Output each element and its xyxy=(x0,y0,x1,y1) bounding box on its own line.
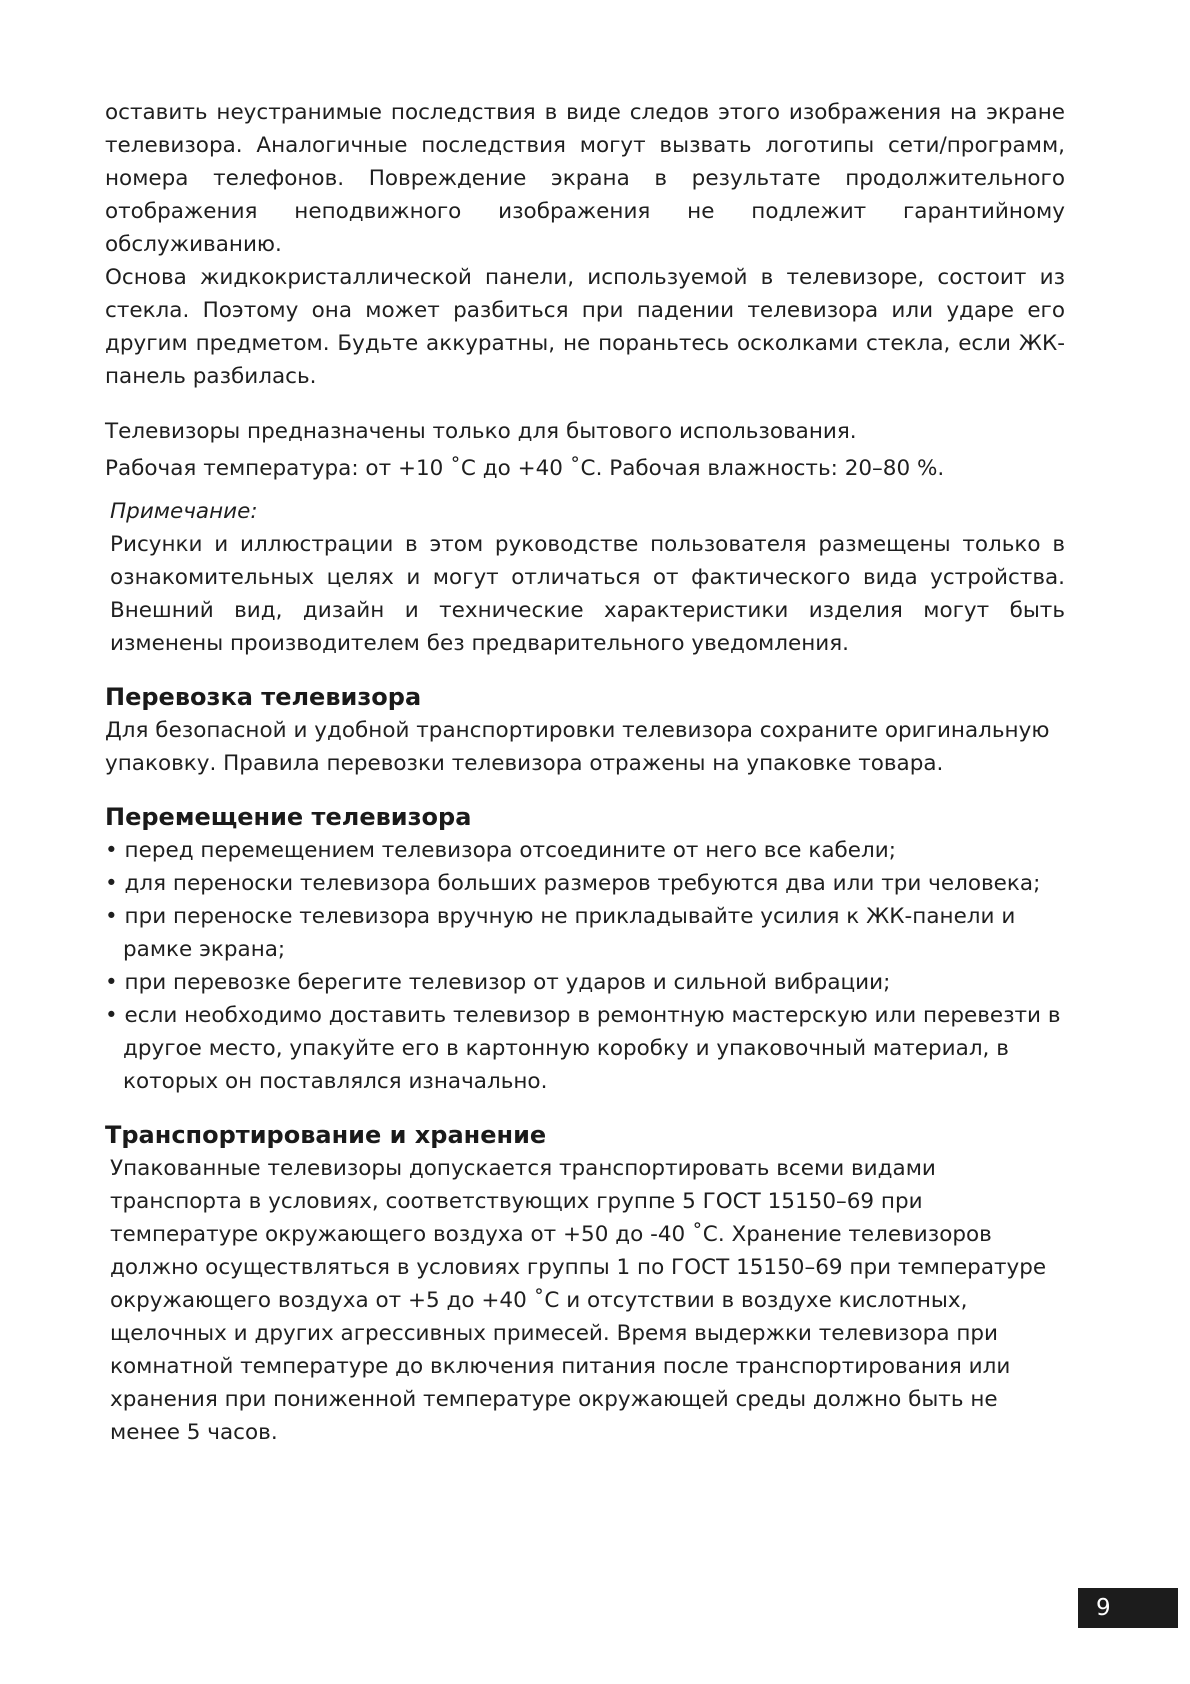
list-item: • если необходимо доставить телевизор в ремонтную мастерскую или перевезти в другое место, упакуйте его в картонную коробку и упаковочный материал, в которых он поставлялся изначально. xyxy=(105,999,1065,1098)
section-heading-transport: Перевозка телевизора xyxy=(105,683,422,711)
list-item: • при переноске телевизора вручную не прикладывайте усилия к ЖК-панели и рамке экрана; xyxy=(105,900,1065,966)
list-item: • перед перемещением телевизора отсоедините от него все кабели; xyxy=(105,834,1065,867)
list-item: • для переноски телевизора больших размеров требуются два или три человека; xyxy=(105,867,1065,900)
note-text: Рисунки и иллюстрации в этом руководстве пользователя размещены только в ознакомительных целях и могут отличаться от фактического вида устройства. Внешний вид, дизайн и технические характеристики изделия могут быть изменены производителем без предварительного уведомления. xyxy=(110,532,1065,656)
list-item: • при перевозке берегите телевизор от ударов и сильной вибрации; xyxy=(105,966,1065,999)
section-heading-storage: Транспортирование и хранение xyxy=(105,1121,547,1149)
storage-text: Упакованные телевизоры допускается транспортировать всеми видами транспорта в условиях, соответствующих группе 5 ГОСТ 15150–69 при температуре окружающего воздуха от +50 до -40 ˚С. Хранение телевизоров должно осуществляться в условиях группы 1 по ГОСТ 15150–69 при температуре окружающего воздуха от +5 до +40 ˚С и отсутствии в воздухе кислотных, щелочных и других агрессивных примесей. Время выдержки телевизора при комнатной температуре до включения питания после транспортирования или хранения при пониженной температуре окружающей среды должно быть не менее 5 часов. xyxy=(110,1156,1047,1445)
intro-paragraph-2: Основа жидкокристаллической панели, используемой в телевизоре, состоит из стекла. Поэтому она может разбиться при падении телевизора или ударе его другим предметом. Будьте аккуратны, не пораньтесь осколками стекла, если ЖК-панель разбилась. xyxy=(105,265,1065,389)
moving-list xyxy=(105,834,1065,1098)
intro-paragraph-1: оставить неустранимые последствия в виде следов этого изображения на экране телевизора. Аналогичные последствия могут вызвать логотипы сети/программ, номера телефонов. Повреждение экрана в результате продолжительного отображения неподвижного изображения не подлежит гарантийному обслуживанию. xyxy=(105,100,1065,257)
page-content xyxy=(105,96,1065,1449)
section-heading-moving: Перемещение телевизора xyxy=(105,803,472,831)
intro-paragraph-3: Телевизоры предназначены только для бытового использования. xyxy=(105,419,857,444)
note-block xyxy=(105,495,1065,660)
transport-text: Для безопасной и удобной транспортировки телевизора сохраните оригинальную упаковку. Правила перевозки телевизора отражены на упаковке товара. xyxy=(105,718,1050,776)
page-number: 9 xyxy=(1078,1588,1178,1628)
note-label: Примечание: xyxy=(110,499,258,524)
intro-paragraph-4: Рабочая температура: от +10 ˚С до +40 ˚С. Рабочая влажность: 20–80 %. xyxy=(105,456,945,481)
